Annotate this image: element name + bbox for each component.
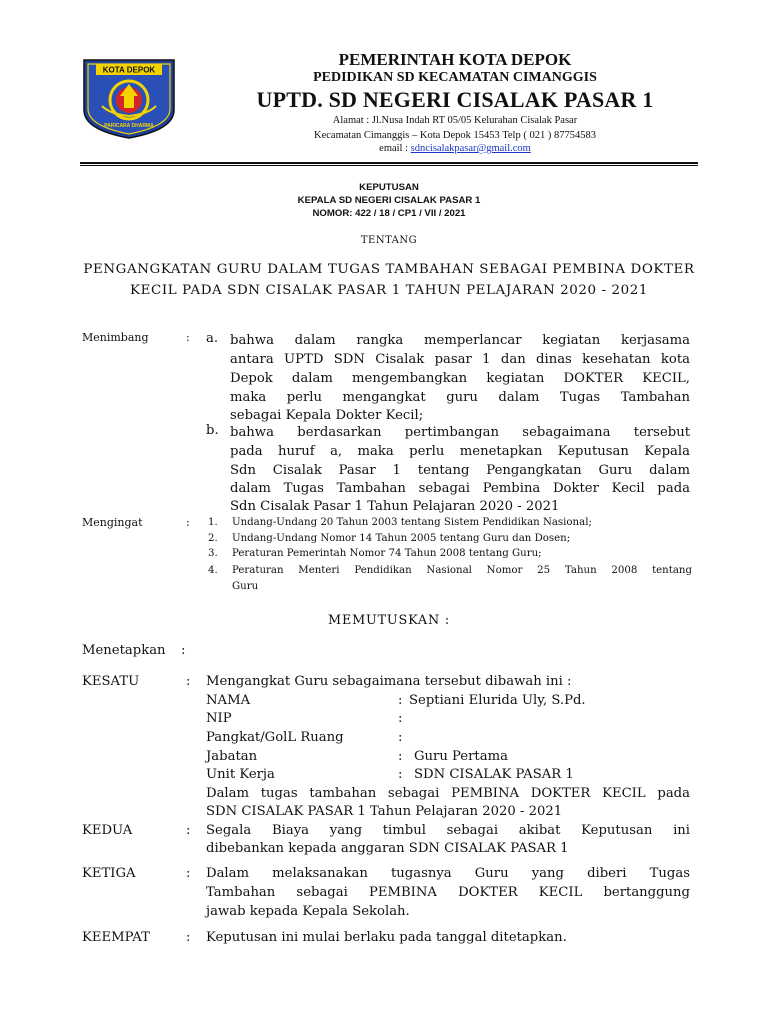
field-colon: : — [398, 749, 403, 764]
menimbang-item-b-line: dalam Tugas Tambahan sebagai Pembina Dokter Kecil pada — [230, 481, 690, 496]
mengingat-label: Mengingat — [82, 516, 143, 529]
letterhead-address-line1: Alamat : Jl.Nusa Indah RT 05/05 Kelurahan Cisalak Pasar — [332, 115, 578, 126]
field-colon: : — [398, 711, 403, 726]
field-value: Septiani Elurida Uly, S.Pd. — [409, 693, 586, 708]
kesatu-closing-line2: SDN CISALAK PASAR 1 Tahun Pelajaran 2020 - 2021 — [206, 804, 563, 819]
field-colon: : — [398, 767, 403, 782]
logo-top-text: KOTA DEPOK — [102, 65, 156, 75]
letterhead-school-name: UPTD. SD NEGERI CISALAK PASAR 1 — [256, 87, 654, 112]
kedua-colon: : — [186, 823, 191, 838]
decree-about: TENTANG — [360, 235, 418, 246]
menimbang-item-b-line: pada huruf a, maka perlu menetapkan Keputusan Kepala — [230, 444, 690, 459]
menimbang-item-a-line: sebagai Kepala Dokter Kecil; — [230, 408, 424, 423]
keempat-colon: : — [186, 930, 191, 945]
decree-subject-line1: PENGANGKATAN GURU DALAM TUGAS TAMBAHAN SEBAGAI PEMBINA DOKTER — [83, 262, 695, 277]
field-value: SDN CISALAK PASAR 1 — [414, 767, 574, 782]
email-label: email : — [379, 143, 411, 154]
menimbang-item-a-mark: a. — [206, 331, 219, 346]
menimbang-item-b-line: Sdn Cisalak Pasar 1 Tahun Pelajaran 2020 - 2021 — [230, 499, 560, 514]
mengingat-item-text: Undang-Undang Nomor 14 Tahun 2005 tentang Guru dan Dosen; — [232, 533, 571, 544]
menimbang-item-a-line: bahwa dalam rangka memperlancar kegiatan kerjasama — [230, 333, 690, 348]
menimbang-item-b-line: Sdn Cisalak Pasar 1 tentang Pengangkatan Guru dalam — [230, 463, 690, 478]
kesatu-closing-line1: Dalam tugas tambahan sebagai PEMBINA DOKTER KECIL pada — [206, 786, 690, 801]
menimbang-item-b-line: bahwa berdasarkan pertimbangan sebagaimana tersebut — [230, 425, 690, 440]
menimbang-item-a-line: antara UPTD SDN Cisalak pasar 1 dan dinas kesehatan kota — [230, 352, 690, 367]
letterhead-department: PEDIDIKAN SD KECAMATAN CIMANGGIS — [313, 70, 597, 85]
kesatu-intro: Mengangkat Guru sebagaimana tersebut dibawah ini : — [206, 674, 572, 689]
letterhead-rule-thick — [80, 162, 698, 164]
kota-depok-logo — [80, 58, 178, 140]
memutuskan-heading: MEMUTUSKAN : — [328, 613, 450, 628]
field-name: Pangkat/GolL Ruang — [206, 730, 344, 745]
mengingat-item-text: Peraturan Menteri Pendidikan Nasional Nomor 25 Tahun 2008 tentang — [232, 565, 692, 576]
mengingat-item-number: 3. — [208, 548, 218, 559]
field-name: Unit Kerja — [206, 767, 275, 782]
menimbang-item-a-line: maka perlu mengangkat guru dalam Tugas Tambahan — [230, 390, 690, 405]
ketiga-colon: : — [186, 866, 191, 881]
menimbang-item-b-mark: b. — [206, 423, 219, 438]
mengingat-colon: : — [186, 516, 190, 529]
decree-number: NOMOR: 422 / 18 / CP1 / VII / 2021 — [312, 208, 466, 219]
field-name: NIP — [206, 711, 232, 726]
field-value: Guru Pertama — [414, 749, 508, 764]
field-name: NAMA — [206, 693, 251, 708]
decree-issuer: KEPALA SD NEGERI CISALAK PASAR 1 — [297, 195, 481, 206]
ketiga-label: KETIGA — [82, 866, 136, 881]
kedua-line2: dibebankan kepada anggaran SDN CISALAK PASAR 1 — [206, 841, 569, 856]
field-colon: : — [398, 730, 403, 745]
letterhead-address-line2: Kecamatan Cimanggis – Kota Depok 15453 Telp ( 021 ) 87754583 — [314, 130, 596, 141]
email-link[interactable]: sdncisalakpasar@gmail.com — [410, 143, 531, 154]
keempat-line1: Keputusan ini mulai berlaku pada tanggal ditetapkan. — [206, 930, 567, 945]
logo-motto: PARICARA DHARMA — [104, 123, 154, 129]
mengingat-item-number: 1. — [208, 517, 218, 528]
menimbang-colon: : — [186, 331, 190, 344]
mengingat-item-text-continued: Guru — [232, 581, 259, 592]
mengingat-item-number: 2. — [208, 533, 218, 544]
kesatu-label: KESATU — [82, 674, 140, 689]
menimbang-label: Menimbang — [82, 331, 149, 344]
field-name: Jabatan — [206, 749, 258, 764]
mengingat-item-number: 4. — [208, 565, 218, 576]
decree-title: KEPUTUSAN — [359, 182, 419, 193]
kedua-label: KEDUA — [82, 823, 133, 838]
kesatu-colon: : — [186, 674, 191, 689]
mengingat-item-text: Undang-Undang 20 Tahun 2003 tentang Sistem Pendidikan Nasional; — [232, 517, 592, 528]
menetapkan-colon: : — [181, 643, 186, 658]
letterhead-email-line — [180, 143, 730, 154]
letterhead-government: PEMERINTAH KOTA DEPOK — [338, 50, 572, 69]
ketiga-line3: jawab kepada Kepala Sekolah. — [206, 904, 410, 919]
keempat-label: KEEMPAT — [82, 930, 150, 945]
field-colon: : — [398, 693, 403, 708]
kedua-line1: Segala Biaya yang timbul sebagai akibat Keputusan ini — [206, 823, 690, 838]
ketiga-line1: Dalam melaksanakan tugasnya Guru yang diberi Tugas — [206, 866, 690, 881]
menetapkan-label: Menetapkan — [82, 643, 166, 658]
decree-subject-line2: KECIL PADA SDN CISALAK PASAR 1 TAHUN PELAJARAN 2020 - 2021 — [130, 283, 648, 298]
mengingat-item-text: Peraturan Pemerintah Nomor 74 Tahun 2008 tentang Guru; — [232, 548, 542, 559]
ketiga-line2: Tambahan sebagai PEMBINA DOKTER KECIL bertanggung — [206, 885, 690, 900]
menimbang-item-a-line: Depok dalam mengembangkan kegiatan DOKTER KECIL, — [230, 371, 690, 386]
letterhead-rule-thin — [80, 165, 698, 166]
